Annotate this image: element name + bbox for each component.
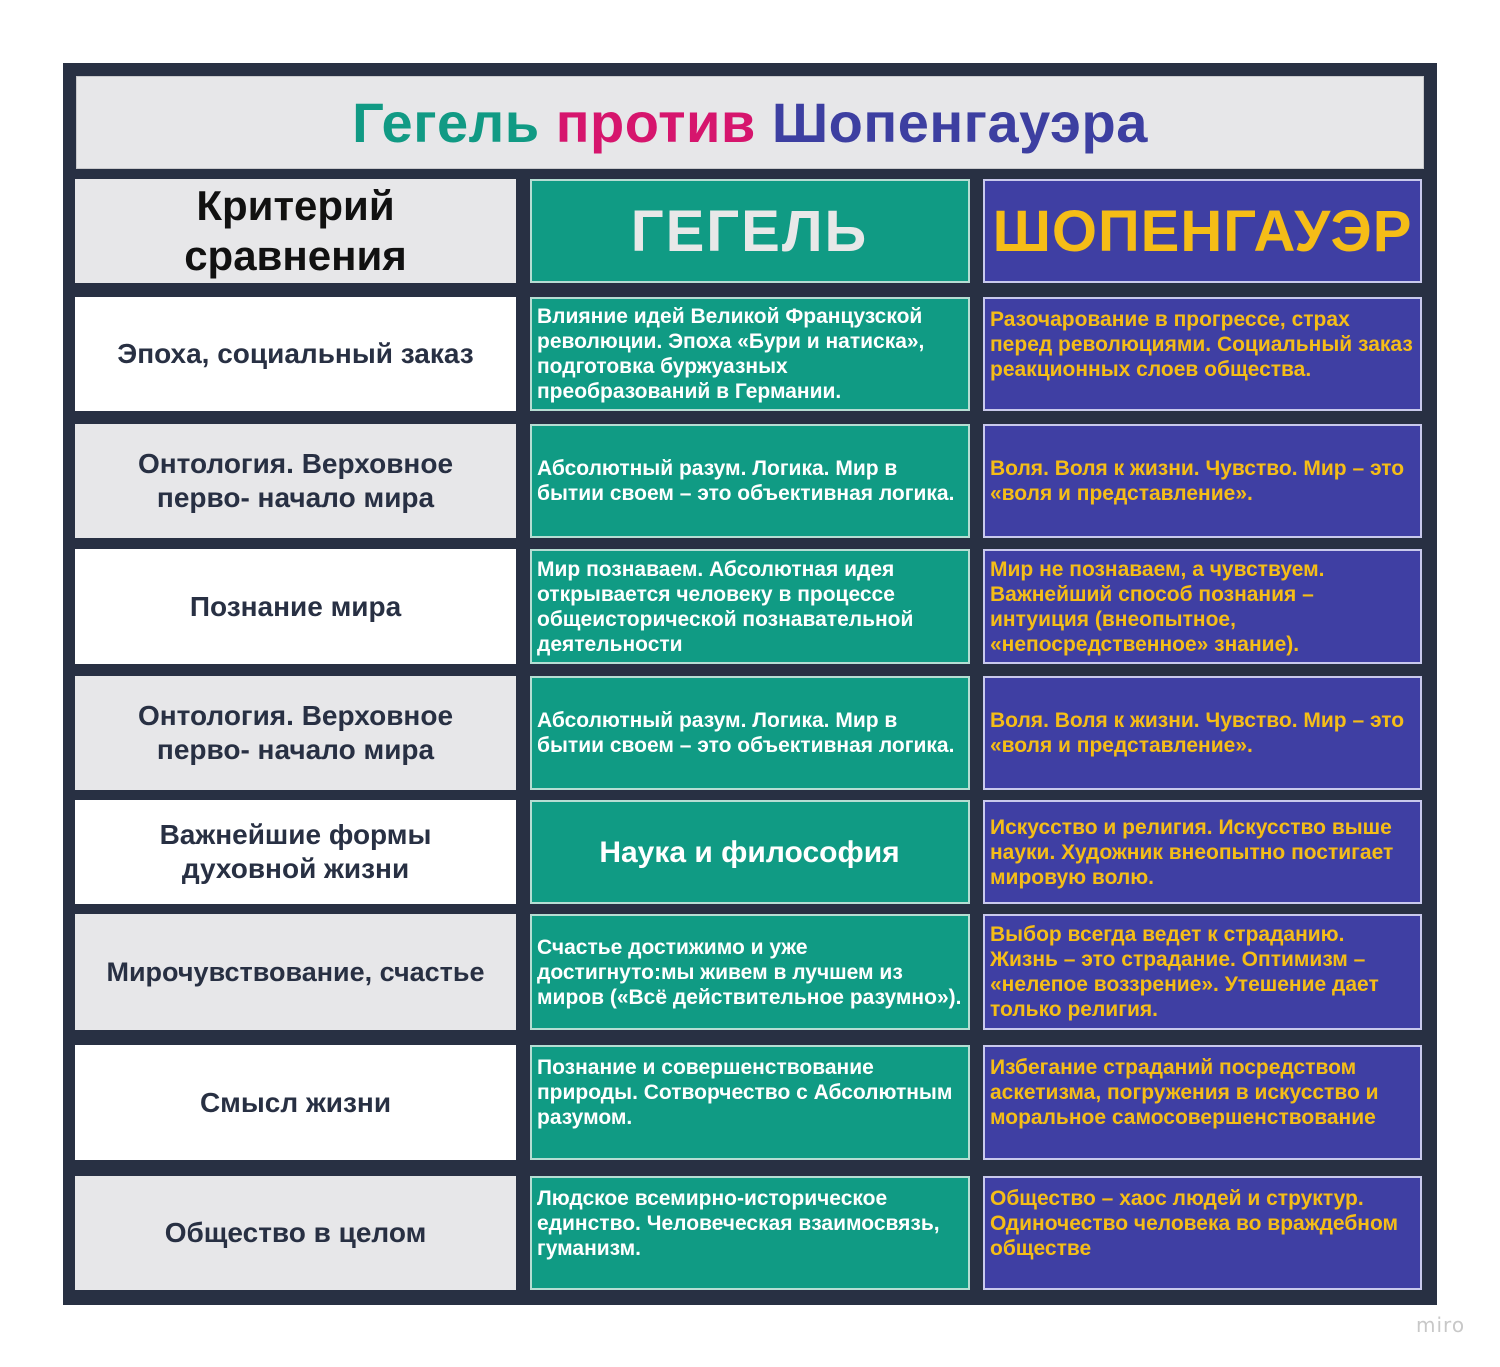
- row-schopenhauer: Искусство и религия. Искусство выше науки. Художник внеопытно постигает мировую волю.: [983, 800, 1422, 904]
- header-hegel: ГЕГЕЛЬ: [530, 179, 970, 283]
- title-word-schopenhauer: Шопенгауэра: [771, 91, 1148, 154]
- row-hegel: Познание и совершенствование природы. Сотворчество с Абсолютным разумом.: [530, 1045, 970, 1160]
- row-criterion: Онтология. Верховное перво- начало мира: [75, 676, 516, 790]
- row-schopenhauer: Мир не познаваем, а чувствуем. Важнейший способ познания – интуиция (внеопытное, «непосредственное» знание).: [983, 549, 1422, 664]
- row-criterion: Важнейшие формы духовной жизни: [75, 800, 516, 904]
- row-criterion: Эпоха, социальный заказ: [75, 297, 516, 411]
- header-schopenhauer: ШОПЕНГАУЭР: [983, 179, 1422, 283]
- row-hegel: Абсолютный разум. Логика. Мир в бытии своем – это объективная логика.: [530, 424, 970, 538]
- row-criterion: Онтология. Верховное перво- начало мира: [75, 424, 516, 538]
- page-title: [76, 76, 1424, 169]
- row-schopenhauer: Избегание страданий посредством аскетизма, погружения в искусство и моральное самосовершенствование: [983, 1045, 1422, 1160]
- row-criterion: Общество в целом: [75, 1176, 516, 1290]
- row-criterion: Познание мира: [75, 549, 516, 664]
- row-schopenhauer: Воля. Воля к жизни. Чувство. Мир – это «воля и представление».: [983, 424, 1422, 538]
- row-hegel: Мир познаваем. Абсолютная идея открывается человеку в процессе общеисторической познавательной деятельности: [530, 549, 970, 664]
- miro-logo: miro: [1416, 1313, 1466, 1337]
- header-criterion: Критерий сравнения: [75, 179, 516, 283]
- row-schopenhauer: Общество – хаос людей и структур. Одиночество человека во враждебном обществе: [983, 1176, 1422, 1290]
- row-criterion: Смысл жизни: [75, 1045, 516, 1160]
- row-hegel: Счастье достижимо и уже достигнуто:мы живем в лучшем из миров («Всё действительное разумно»).: [530, 914, 970, 1030]
- row-hegel: Наука и философия: [530, 800, 970, 904]
- row-criterion: Мирочувствование, счастье: [75, 914, 516, 1030]
- row-hegel: Влияние идей Великой Французской революции. Эпоха «Бури и натиска», подготовка буржуазных преобразований в Германии.: [530, 297, 970, 411]
- row-schopenhauer: Разочарование в прогрессе, страх перед революциями. Социальный заказ реакционных слоев общества.: [983, 297, 1422, 411]
- row-hegel: Людское всемирно-историческое единство. Человеческая взаимосвязь, гуманизм.: [530, 1176, 970, 1290]
- title-word-versus: против: [555, 91, 756, 154]
- row-hegel: Абсолютный разум. Логика. Мир в бытии своем – это объективная логика.: [530, 676, 970, 790]
- row-schopenhauer: Воля. Воля к жизни. Чувство. Мир – это «воля и представление».: [983, 676, 1422, 790]
- title-word-hegel: Гегель: [352, 91, 540, 154]
- row-schopenhauer: Выбор всегда ведет к страданию. Жизнь – это страдание. Оптимизм – «нелепое воззрение». Утешение дает только религия.: [983, 914, 1422, 1030]
